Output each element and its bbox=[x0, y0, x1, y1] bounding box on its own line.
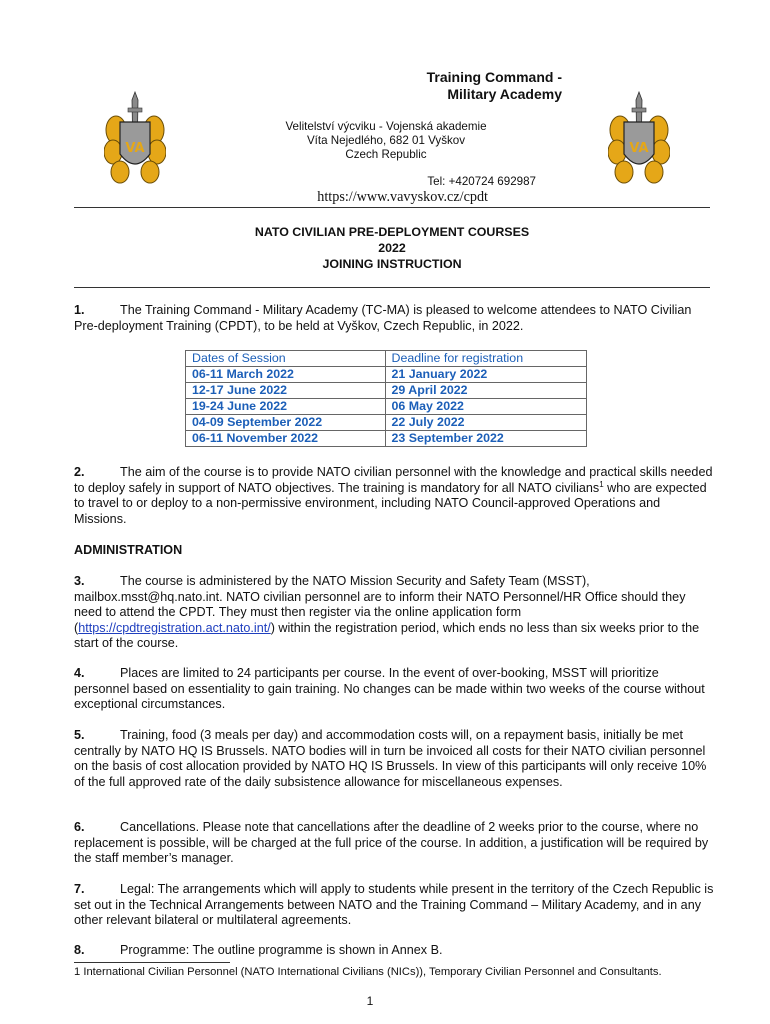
address-line3: Czech Republic bbox=[345, 148, 427, 161]
paragraph-6 bbox=[74, 820, 714, 867]
table-header-cell: Deadline for registration bbox=[385, 351, 586, 367]
doc-title-line1: NATO CIVILIAN PRE-DEPLOYMENT COURSES bbox=[254, 225, 530, 239]
table-cell: 19-24 June 2022 bbox=[186, 399, 386, 415]
table-cell: 06-11 March 2022 bbox=[186, 367, 386, 383]
address-line2: Víta Nejedlého, 682 01 Vyškov bbox=[306, 134, 466, 147]
session-dates-table bbox=[185, 350, 587, 447]
table-cell: 22 July 2022 bbox=[385, 415, 586, 431]
table-row bbox=[186, 431, 587, 447]
table-header-cell: Dates of Session bbox=[186, 351, 386, 367]
table-row bbox=[186, 415, 587, 431]
doc-title-year: 2022 bbox=[378, 241, 406, 255]
paragraph-text: who are expected to travel to or deploy to a non-permissive environment, including NATO Council-approved Operations and Missions. bbox=[74, 480, 707, 526]
paragraph-number: 7. bbox=[74, 882, 85, 896]
paragraph-number: 2. bbox=[74, 465, 85, 479]
table-cell: 23 September 2022 bbox=[385, 431, 586, 447]
header-divider bbox=[74, 207, 710, 208]
paragraph-1 bbox=[74, 303, 714, 334]
org-title-line1: Training Command - bbox=[426, 69, 562, 85]
section-heading-administration: ADMINISTRATION bbox=[74, 543, 183, 557]
paragraph-text: The Training Command - Military Academy (TC-MA) is pleased to welcome attendees to NATO Civilian Pre-deployment Training (CPDT), to be held at Vyškov, Czech Republic, in 2022. bbox=[74, 303, 692, 333]
paragraph-4 bbox=[74, 666, 714, 713]
paragraph-text: ) within the registration period, which ends no less than six weeks prior to the start of the course. bbox=[74, 620, 700, 651]
emblem-right-icon bbox=[608, 88, 670, 192]
doc-title-line3: JOINING INSTRUCTION bbox=[322, 257, 462, 271]
table-row bbox=[186, 383, 587, 399]
emblem-letters: VA bbox=[629, 141, 649, 156]
table-cell: 29 April 2022 bbox=[385, 383, 586, 399]
paragraph-number: 3. bbox=[74, 574, 85, 588]
paragraph-text: Training, food (3 meals per day) and accommodation costs will, on a repayment basis, initially be met centrally by NATO HQ IS Brussels. NATO bodies will in turn be invoiced all costs for their NATO civilian personnel on the basis of cost allocation provided by NATO HQ IS Brussels. In view of this participants will only receive 10% of the full approved rate of the daily subsistence allowance for miscellaneous expenses. bbox=[74, 728, 707, 789]
paragraph-3 bbox=[74, 574, 714, 652]
table-cell: 06-11 November 2022 bbox=[186, 431, 386, 447]
paragraph-5 bbox=[74, 728, 714, 790]
paragraph-text: Places are limited to 24 participants per course. In the event of over-booking, MSST will prioritize personnel based on essentiality to gain training. No changes can be made within two weeks of the course without exceptional circumstances. bbox=[74, 666, 705, 712]
registration-link[interactable]: https://cpdtregistration.act.nato.int/ bbox=[78, 620, 271, 635]
org-title-line2: Military Academy bbox=[447, 86, 562, 102]
telephone: Tel: +420724 692987 bbox=[427, 175, 536, 188]
paragraph-text: Cancellations. Please note that cancellations after the deadline of 2 weeks prior to the course, where no replacement is possible, will be charged at the full price of the course. In addition, a justification will be required by the staff member’s manager. bbox=[74, 820, 709, 866]
emblem-letters: VA bbox=[125, 141, 145, 156]
paragraph-8 bbox=[74, 943, 714, 959]
page-number: 1 bbox=[366, 994, 374, 1008]
table-cell: 21 January 2022 bbox=[385, 367, 586, 383]
footnote: 1 International Civilian Personnel (NATO International Civilians (NICs)), Temporary Civilian Personnel and Consultants. bbox=[74, 966, 662, 978]
paragraph-text: The course is administered by the NATO Mission Security and Safety Team (MSST), mailbox.msst@hq.nato.int. NATO civilian personnel are to inform their NATO Personnel/HR Office should they need to attend the CPDT. They must then register via the online application form ( bbox=[74, 574, 686, 635]
paragraph-number: 1. bbox=[74, 303, 85, 317]
paragraph-7 bbox=[74, 882, 714, 929]
address-line1: Velitelství výcviku - Vojenská akademie bbox=[285, 120, 487, 133]
title-divider bbox=[74, 287, 710, 288]
footnote-ref[interactable]: 1 bbox=[599, 479, 604, 489]
paragraph-number: 4. bbox=[74, 666, 85, 680]
paragraph-number: 8. bbox=[74, 943, 85, 957]
paragraph-2 bbox=[74, 465, 714, 527]
paragraph-text: Legal: The arrangements which will apply to students while present in the territory of the Czech Republic is set out in the Technical Arrangements between NATO and the Training Command – Military Academy, and in any other relevant bilateral or multilateral agreements. bbox=[74, 882, 714, 928]
table-cell: 12-17 June 2022 bbox=[186, 383, 386, 399]
table-row bbox=[186, 367, 587, 383]
table-row bbox=[186, 399, 587, 415]
website-url[interactable]: https://www.vavyskov.cz/cpdt bbox=[317, 189, 488, 205]
footnote-divider bbox=[74, 962, 230, 963]
table-header-row bbox=[186, 351, 587, 367]
paragraph-number: 6. bbox=[74, 820, 85, 834]
paragraph-text: The aim of the course is to provide NATO civilian personnel with the knowledge and practical skills needed to deploy safely in support of NATO objectives. The training is mandatory for all NATO civilians bbox=[74, 465, 713, 495]
paragraph-number: 5. bbox=[74, 728, 85, 742]
table-cell: 06 May 2022 bbox=[385, 399, 586, 415]
emblem-left-icon bbox=[104, 88, 166, 192]
table-cell: 04-09 September 2022 bbox=[186, 415, 386, 431]
paragraph-text: Programme: The outline programme is shown in Annex B. bbox=[120, 943, 443, 957]
